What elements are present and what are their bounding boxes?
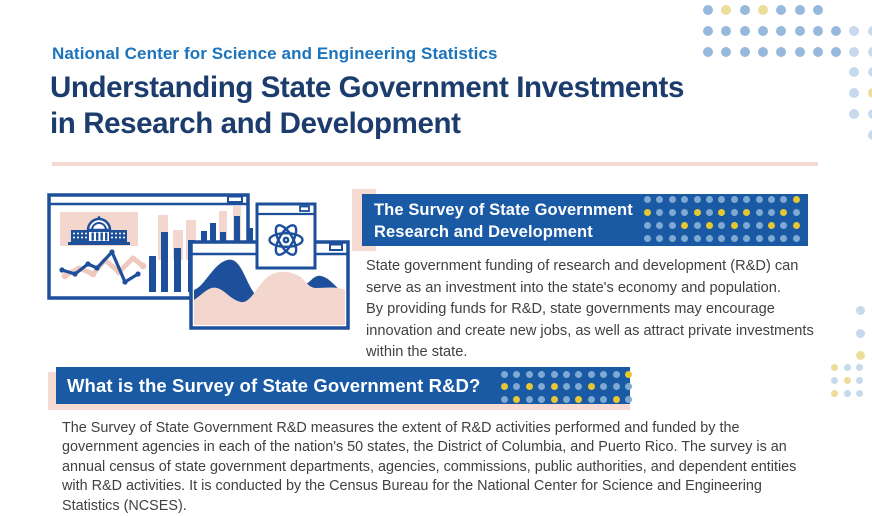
page-title-line2: in Research and Development <box>50 107 461 140</box>
paragraph-line: with R&D activities. It is conducted by the Census Bureau for the National Center for Science and Engineering <box>62 478 762 495</box>
paragraph-line: The Survey of State Government R&D measures the extent of R&D activities performed and funded by the <box>62 420 740 436</box>
eyebrow-text: National Center for Science and Engineering Statistics <box>52 44 498 63</box>
paragraph-line: within the state. <box>366 344 468 360</box>
paragraph-line: State government funding of research and development (R&D) can <box>366 258 799 274</box>
paragraph-line: Statistics (NCSES). <box>62 497 187 514</box>
paragraph-line: serve as an investment into the state's economy and population. <box>366 279 781 296</box>
pink-divider <box>52 162 818 166</box>
page-title <box>50 70 684 142</box>
page-title-line1: Understanding State Government Investments <box>50 71 684 104</box>
paragraph-line: annual census of state government departments, agencies, commissions, public authorities, and dependent entities <box>62 458 797 475</box>
paragraph-line: By providing funds for R&D, state governments may encourage <box>366 301 775 317</box>
survey-section-header <box>362 194 808 246</box>
survey-header-line2: Research and Development <box>374 223 593 241</box>
what-paragraph <box>62 419 796 516</box>
survey-header-line1: The Survey of State Government <box>374 201 633 219</box>
paragraph-line: innovation and create new jobs, as well as attract private investments <box>366 322 814 339</box>
survey-paragraph <box>366 256 814 364</box>
government-building-icon <box>60 212 138 246</box>
paragraph-line: government agencies in each of the nation's 50 states, the District of Columbia, and Puerto Rico. The survey is an <box>62 439 787 456</box>
rd-charts-illustration <box>45 190 355 342</box>
atom-window-icon <box>257 204 315 268</box>
what-section-header: What is the Survey of State Government R&D? <box>56 367 630 404</box>
